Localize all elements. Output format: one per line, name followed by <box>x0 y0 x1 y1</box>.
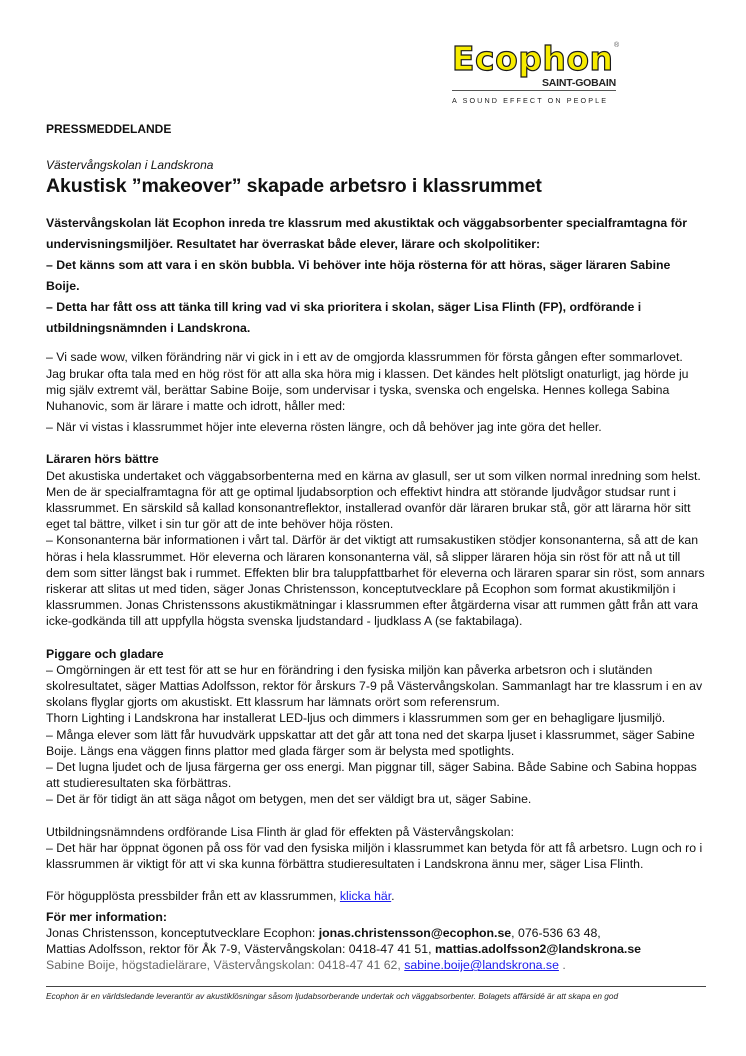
press-images-link[interactable]: klicka här <box>339 889 392 904</box>
contact-info <box>46 909 706 974</box>
ecophon-logo <box>452 39 652 112</box>
contact-email-link[interactable]: sabine.boije@landskrona.se <box>404 958 559 973</box>
section-paragraph: – Det är för tidigt än att säga något om betygen, men det ser väldigt bra ut, säger Sabine. <box>46 792 532 807</box>
footer-boilerplate: Ecophon är en världsledande leverantör av akustiklösningar såsom ljudabsorberande undertak och väggabsorbenter. Bolagets affärsidé är att skapa en god <box>46 991 619 1001</box>
section-happier <box>46 646 706 808</box>
intro <box>46 349 706 435</box>
contact-email: mattias.adolfsson2@landskrona.se <box>434 941 642 956</box>
press-images-text: För högupplösta pressbilder från ett av klassrummen, <box>46 889 340 904</box>
page-title: Akustisk ”makeover” skapade arbetsro i klassrummet <box>46 175 542 198</box>
lead-quote: – Det känns som att vara i en skön bubbla. Vi behöver inte höja rösterna för att höras, säger läraren Sabine Boije. <box>46 258 671 294</box>
contact-heading: För mer information: <box>46 909 167 924</box>
logo-brand: Ecophon <box>452 39 614 78</box>
section-paragraph: – Det lugna ljudet och de ljusa färgerna ger oss energi. Man piggnar till, säger Sabina. Både Sabine och Sabina hoppas att studieresultaten ska förbättras. <box>46 760 697 791</box>
contact-phone: , 076-536 63 48, <box>511 925 601 940</box>
contact-row <box>46 941 706 957</box>
contact-name: Sabine Boije, högstadielärare, Västervångskolan: 0418-47 41 62, <box>46 958 405 973</box>
section-paragraph: – Många elever som lätt får huvudvärk uppskattar att det går att tona ned det skarpa ljuset i klassrummet, säger Sabine Boije. Längs ena väggen finns plattor med glada färger som är belysta med spotlights. <box>46 727 695 758</box>
section-paragraph: Thorn Lighting i Landskrona har installerat LED-ljus och dimmers i klassrummen som ger en behagligare ljusmiljö. <box>46 711 666 726</box>
document-body <box>46 118 706 973</box>
contact-suffix: . <box>558 958 566 973</box>
section-paragraph: Det akustiska undertaket och väggabsorbenterna med en kärna av glasull, ser ut som vilken normal inredning som helst. Men de är specialframtagna för att ge optimal ljudabsorption och effektivt hindra att störande ljudvågor studsar runt i klassrummet. En särskild så kallad konsonantreflektor, installerad ovanför där läraren brukar stå, gör att lärarna hör sitt eget tal bättre, vilket i sin tur gör att de inte behöver höja rösten. <box>46 468 701 532</box>
closing-quote: – Det här har öppnat ögonen på oss för vad den fysiska miljön i klassrummet kan betyda för att få arbetsro. Lugn och ro i klassrummen är viktigt för att vi ska kunna förbättra studieresultaten i Landskrona ännu mer, säger Lisa Flinth. <box>46 840 703 872</box>
intro-quote: – När vi vistas i klassrummet höjer inte eleverna rösten längre, och då behöver jag inte göra det heller. <box>46 420 602 435</box>
contact-name: Mattias Adolfsson, rektor för Åk 7-9, Västervångskolan: 0418-47 41 51, <box>46 941 435 956</box>
lead-paragraph <box>46 213 706 339</box>
contact-row <box>46 957 706 973</box>
closing <box>46 824 706 873</box>
footer-divider <box>46 986 706 987</box>
closing-paragraph: Utbildningsnämndens ordförande Lisa Flinth är glad för effekten på Västervångskolan: <box>46 824 515 839</box>
lead-quote: – Detta har fått oss att tänka till kring vad vi ska prioritera i skolan, säger Lisa Flinth (FP), ordförande i utbildningsnämnden i Landskrona. <box>46 300 642 336</box>
logo-tagline: A SOUND EFFECT ON PEOPLE <box>452 96 609 105</box>
press-images <box>46 888 706 904</box>
section-heading: Läraren hörs bättre <box>46 452 159 467</box>
section-paragraph: – Konsonanterna bär informationen i vårt tal. Därför är det viktigt att rumsakustiken stödjer konsonanterna, så att de kan höras i hela klassrummet. Hör eleverna och läraren konsonanterna väl, så slipper läraren höja sin röst för att nå ut till dem som sitter längst bak i rummet. Effekten blir bra taluppfattbarhet för eleverna och läraren sparar sin röst, som annars riskerar att slitas ut med tiden, säger Jonas Christensson, konceptutvecklare på Ecophon som format akustikmiljön i klassrummen. Jonas Christenssons akustikmätningar i klassrummen efter åtgärderna visar att rummen gått från att vara icke-godkända till att uppfylla högsta svenska ljudstandard - ljudklass A (se faktabilaga). <box>46 533 705 629</box>
contact-email: jonas.christensson@ecophon.se <box>318 925 512 940</box>
kicker: Västervångskolan i Landskrona <box>46 158 214 173</box>
lead-text: Västervångskolan lät Ecophon inreda tre klassrum med akustiktak och väggabsorbenter specialframtagna för undervisningsmiljöer. Resultatet har överraskat både elever, lärare och skolpolitiker: <box>46 216 688 252</box>
registered-mark: ® <box>614 42 620 49</box>
contact-row <box>46 925 706 941</box>
punctuation: . <box>391 889 395 904</box>
intro-paragraph: – Vi sade wow, vilken förändring när vi gick in i ett av de omgjorda klassrummen för första gången efter sommarlovet. Jag brukar ofta tala med en hög röst för att alla ska höra mig i klassen. Det kändes helt plötsligt onaturligt, jag hörde ju mig själv extremt väl, berättar Sabine Boije, som undervisar i tyska, svenska och engelska. Hennes kollega Sabina Nuhanovic, som är lärare i matte och idrott, håller med: <box>46 350 689 414</box>
press-release-label: PRESSMEDDELANDE <box>46 122 172 136</box>
contact-name: Jonas Christensson, konceptutvecklare Ecophon: <box>46 925 319 940</box>
section-teacher-heard <box>46 451 706 629</box>
logo-divider <box>452 90 616 91</box>
section-paragraph: – Omgörningen är ett test för att se hur en förändring i den fysiska miljön kan påverka arbetsron och i slutänden skolresultatet, säger Mattias Adolfsson, rektor för årskurs 7-9 på Västervångskolan. Sammanlagt har tre klassrum i en av skolans flyglar gjorts om akustiskt. Ett klassrum har lämnats orört som referensrum. <box>46 662 703 710</box>
logo-parent: SAINT-GOBAIN <box>542 77 617 89</box>
section-heading: Piggare och gladare <box>46 646 164 661</box>
press-images-line <box>46 888 706 904</box>
